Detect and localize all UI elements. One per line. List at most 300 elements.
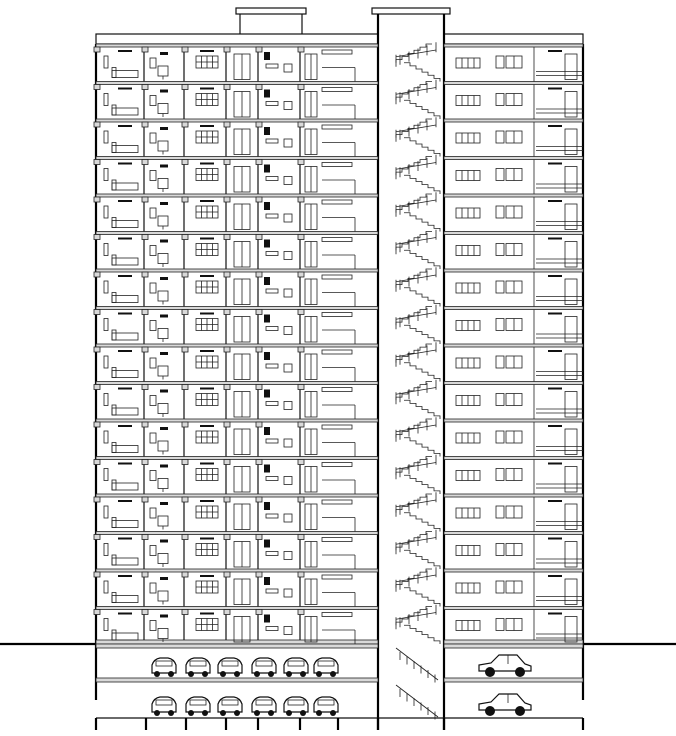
ceiling-light [160,390,168,393]
corridor-beam [322,425,352,429]
ceiling-light [160,52,168,55]
floor-slab [444,269,583,272]
car [218,658,242,677]
handrail [396,500,436,507]
ceiling-light [548,613,562,615]
beam [94,235,100,240]
beam [142,47,148,52]
beam [182,85,188,90]
beam [94,572,100,577]
ceiling-light [548,538,562,540]
corridor-beam [322,350,352,354]
handrail [396,463,436,470]
beam [256,422,262,427]
ceiling-light [548,313,562,315]
counter [266,589,278,593]
floor-slab [444,194,583,197]
stair-headroom-roof [372,8,450,14]
ceiling-light [200,463,214,465]
ceiling-light [118,463,132,465]
ceiling-light [548,163,562,165]
ceiling-light [548,50,562,52]
right-unit [456,500,583,530]
counter [266,327,278,331]
ceiling-light [548,350,562,352]
ceiling-light [118,163,132,165]
car-window [156,661,172,666]
ceiling-light [160,315,168,318]
handrail [396,350,436,357]
car-wheel [188,710,194,716]
stair-steps [404,588,440,607]
handrail [396,88,436,95]
bed-headboard [112,405,116,415]
window [104,506,108,518]
car-wheel [188,671,194,677]
counter [266,477,278,481]
floor-level [94,192,583,231]
beam [182,385,188,390]
car [152,658,176,677]
counter [266,289,278,293]
beam [94,197,100,202]
car-wheel [168,710,174,716]
wc [284,327,292,335]
beam [298,272,304,277]
beam [256,497,262,502]
ceiling-light [200,238,214,240]
floor-slab [96,232,378,235]
window-small [150,321,156,331]
stair-flight [396,342,440,381]
beam [142,197,148,202]
floor-slab [96,532,378,535]
car-window [318,661,334,666]
wc [284,627,292,635]
ceiling-light [118,538,132,540]
window-small [150,58,156,68]
right-unit [456,613,583,643]
right-unit [456,125,583,155]
window-small [496,56,504,68]
bed-headboard [112,480,116,490]
floor-slab [96,457,378,460]
ceiling-light [160,127,168,130]
stair-flight [396,155,440,194]
wc [284,177,292,185]
wc [284,552,292,560]
wc [284,514,292,522]
parking-slab [96,678,378,682]
bed-headboard [112,630,116,640]
handrail [396,388,436,395]
parking-slab [444,644,583,648]
window [104,56,108,68]
floor-level [94,342,583,381]
ceiling-light [118,425,132,427]
counter [266,627,278,631]
floor-slab [444,119,583,122]
washbasin [158,104,168,114]
washbasin [158,179,168,189]
stair-flight [396,192,440,231]
floor-slab [444,419,583,422]
stair-steps [404,213,440,232]
ceiling-light [160,540,168,543]
floor-slab [444,344,583,347]
floor-level [94,42,583,81]
beam [224,497,230,502]
window-small [496,94,504,106]
beam [182,497,188,502]
beam [256,310,262,315]
beam [94,385,100,390]
washbasin [158,404,168,414]
counter [266,64,278,68]
ceiling-light [548,238,562,240]
car-window [222,700,238,705]
building-frame [0,8,676,730]
ceiling-light [118,575,132,577]
stair-steps [404,513,440,532]
beam [94,460,100,465]
ceiling-light [160,352,168,355]
car-wheel [330,710,336,716]
cabinet [264,277,270,285]
beam [256,197,262,202]
ceiling-light [200,388,214,390]
car-wheel [316,710,322,716]
ceiling-light [118,275,132,277]
roof-parapet-left [96,34,378,44]
window-small [496,469,504,481]
bed-headboard [112,330,116,340]
right-unit [456,50,583,80]
beam [256,385,262,390]
car [152,697,176,716]
car [314,697,338,716]
floor-slab [444,82,583,85]
window-small [150,208,156,218]
bed-headboard [112,68,116,78]
beam [224,422,230,427]
stair-flight [396,230,440,269]
stair-flight [396,492,440,531]
beam [142,572,148,577]
beam [182,272,188,277]
beam [256,347,262,352]
stair-flight [396,530,440,569]
handrail [396,200,436,207]
beam [256,535,262,540]
beam [256,160,262,165]
beam [142,235,148,240]
washbasin [158,629,168,639]
floor-slab [96,344,378,347]
stair-flight [396,305,440,344]
ceiling-light [200,613,214,615]
window-small [496,131,504,143]
ceiling-light [548,500,562,502]
floor-level [94,455,583,494]
floor-slab [96,44,378,47]
beam [224,47,230,52]
washbasin [158,254,168,264]
floor-level [94,417,583,456]
right-unit [456,238,583,268]
ceiling-light [118,313,132,315]
beam [224,460,230,465]
bed-headboard [112,255,116,265]
wc [284,477,292,485]
roof-parapet-right [444,34,583,44]
bed-headboard [112,143,116,153]
beam [142,122,148,127]
cabinet [264,502,270,510]
ground-slab [444,640,583,644]
ceiling-light [548,88,562,90]
handrail [396,538,436,545]
handrail [396,50,436,57]
beam [298,535,304,540]
ceiling-light [118,388,132,390]
washbasin [158,216,168,226]
ceiling-light [200,575,214,577]
bed-headboard [112,218,116,228]
window-small [150,546,156,556]
stair-flight [396,685,438,717]
floor-level [94,155,583,194]
floor-level [94,267,583,306]
car-window [256,700,272,705]
bed-headboard [112,555,116,565]
window-small [150,133,156,143]
window-small [496,431,504,443]
stair-steps [404,475,440,494]
beam [94,47,100,52]
stair-steps [404,288,440,307]
beam [256,272,262,277]
window-small [496,581,504,593]
window-small [150,471,156,481]
car-window [222,661,238,666]
window-small [496,544,504,556]
handrail [396,313,436,320]
stair-steps [404,250,440,269]
beam [142,160,148,165]
stair-flight [396,267,440,306]
window-small [496,619,504,631]
corridor-beam [322,275,352,279]
floor-slab [444,569,583,572]
car [186,697,210,716]
window-small [150,583,156,593]
beam [94,610,100,615]
floor-slab [444,457,583,460]
ceiling-light [118,50,132,52]
floor-slab [96,157,378,160]
car-wheel [168,671,174,677]
beam [224,160,230,165]
beam [224,535,230,540]
window [104,94,108,106]
ceiling-light [200,425,214,427]
ceiling-light [160,90,168,93]
car-window [190,700,206,705]
beam [142,535,148,540]
cabinet [264,240,270,248]
counter [266,514,278,518]
beam [94,347,100,352]
floor-slab [444,532,583,535]
ceiling-light [200,88,214,90]
right-unit [456,350,583,380]
window [104,469,108,481]
wc [284,64,292,72]
corridor-beam [322,463,352,467]
bed-headboard [112,518,116,528]
beam [142,310,148,315]
floor-slab [444,494,583,497]
floor-levels [94,42,583,644]
beam [256,47,262,52]
floor-level [94,117,583,156]
bed-headboard [112,443,116,453]
washbasin [158,141,168,151]
ceiling-light [200,313,214,315]
car-wheel [154,710,160,716]
window-small [150,246,156,256]
corridor-beam [322,200,352,204]
beam [224,85,230,90]
wc [284,439,292,447]
handrail [396,163,436,170]
beam [94,272,100,277]
car-wheel [234,671,240,677]
washbasin [158,441,168,451]
beam [224,122,230,127]
corridor-beam [322,238,352,242]
cabinet [264,427,270,435]
beam [94,160,100,165]
stair-steps [404,138,440,157]
counter [266,439,278,443]
stair-flight [396,42,440,81]
beam [94,535,100,540]
cabinet [264,90,270,98]
car-wheel [254,671,260,677]
beam [182,197,188,202]
beam [298,572,304,577]
car-window [288,661,304,666]
beam [298,310,304,315]
floor-level [94,80,583,119]
ceiling-light [200,500,214,502]
corridor-beam [322,575,352,579]
car-wheel [154,671,160,677]
beam [298,47,304,52]
window [104,131,108,143]
beam [142,385,148,390]
floor-slab [96,419,378,422]
ceiling-light [160,202,168,205]
ceiling-light [160,277,168,280]
car-wheel [300,671,306,677]
beam [256,235,262,240]
car-wheel [330,671,336,677]
corridor-beam [322,538,352,542]
right-unit [456,388,583,418]
beam [94,422,100,427]
counter [266,102,278,106]
beam [94,122,100,127]
beam [142,347,148,352]
handrail [396,613,436,620]
beam [94,310,100,315]
stair-steps [404,100,440,119]
floor-level [94,605,583,644]
car-window [156,700,172,705]
window [104,244,108,256]
washbasin [158,66,168,76]
parking-slab [444,678,583,682]
corridor-beam [322,88,352,92]
ceiling-light [548,125,562,127]
stair-steps [404,63,440,82]
ceiling-light [118,350,132,352]
stair-flight [396,380,440,419]
car [252,697,276,716]
beam [224,347,230,352]
floor-slab [96,494,378,497]
window-small [496,356,504,368]
stair-flight [396,648,438,680]
beam [142,610,148,615]
window-small [150,283,156,293]
ceiling-light [548,388,562,390]
car-window [256,661,272,666]
car-wheel [485,706,495,716]
beam [182,422,188,427]
beam [256,610,262,615]
beam [224,310,230,315]
wc [284,252,292,260]
washbasin [158,291,168,301]
bed-headboard [112,368,116,378]
bed-headboard [112,105,116,115]
right-unit [456,275,583,305]
window-small [496,244,504,256]
window-small [150,171,156,181]
parking-slab [96,644,378,648]
handrail [396,425,436,432]
beam [182,310,188,315]
washbasin [158,366,168,376]
washbasin [158,329,168,339]
car-wheel [268,671,274,677]
cabinet [264,540,270,548]
window [104,281,108,293]
stair-steps [404,400,440,419]
car-wheel [515,667,525,677]
beam [298,347,304,352]
window [104,431,108,443]
counter [266,177,278,181]
stair-steps [404,175,440,194]
beam [182,160,188,165]
window [104,619,108,631]
cabinet [264,390,270,398]
